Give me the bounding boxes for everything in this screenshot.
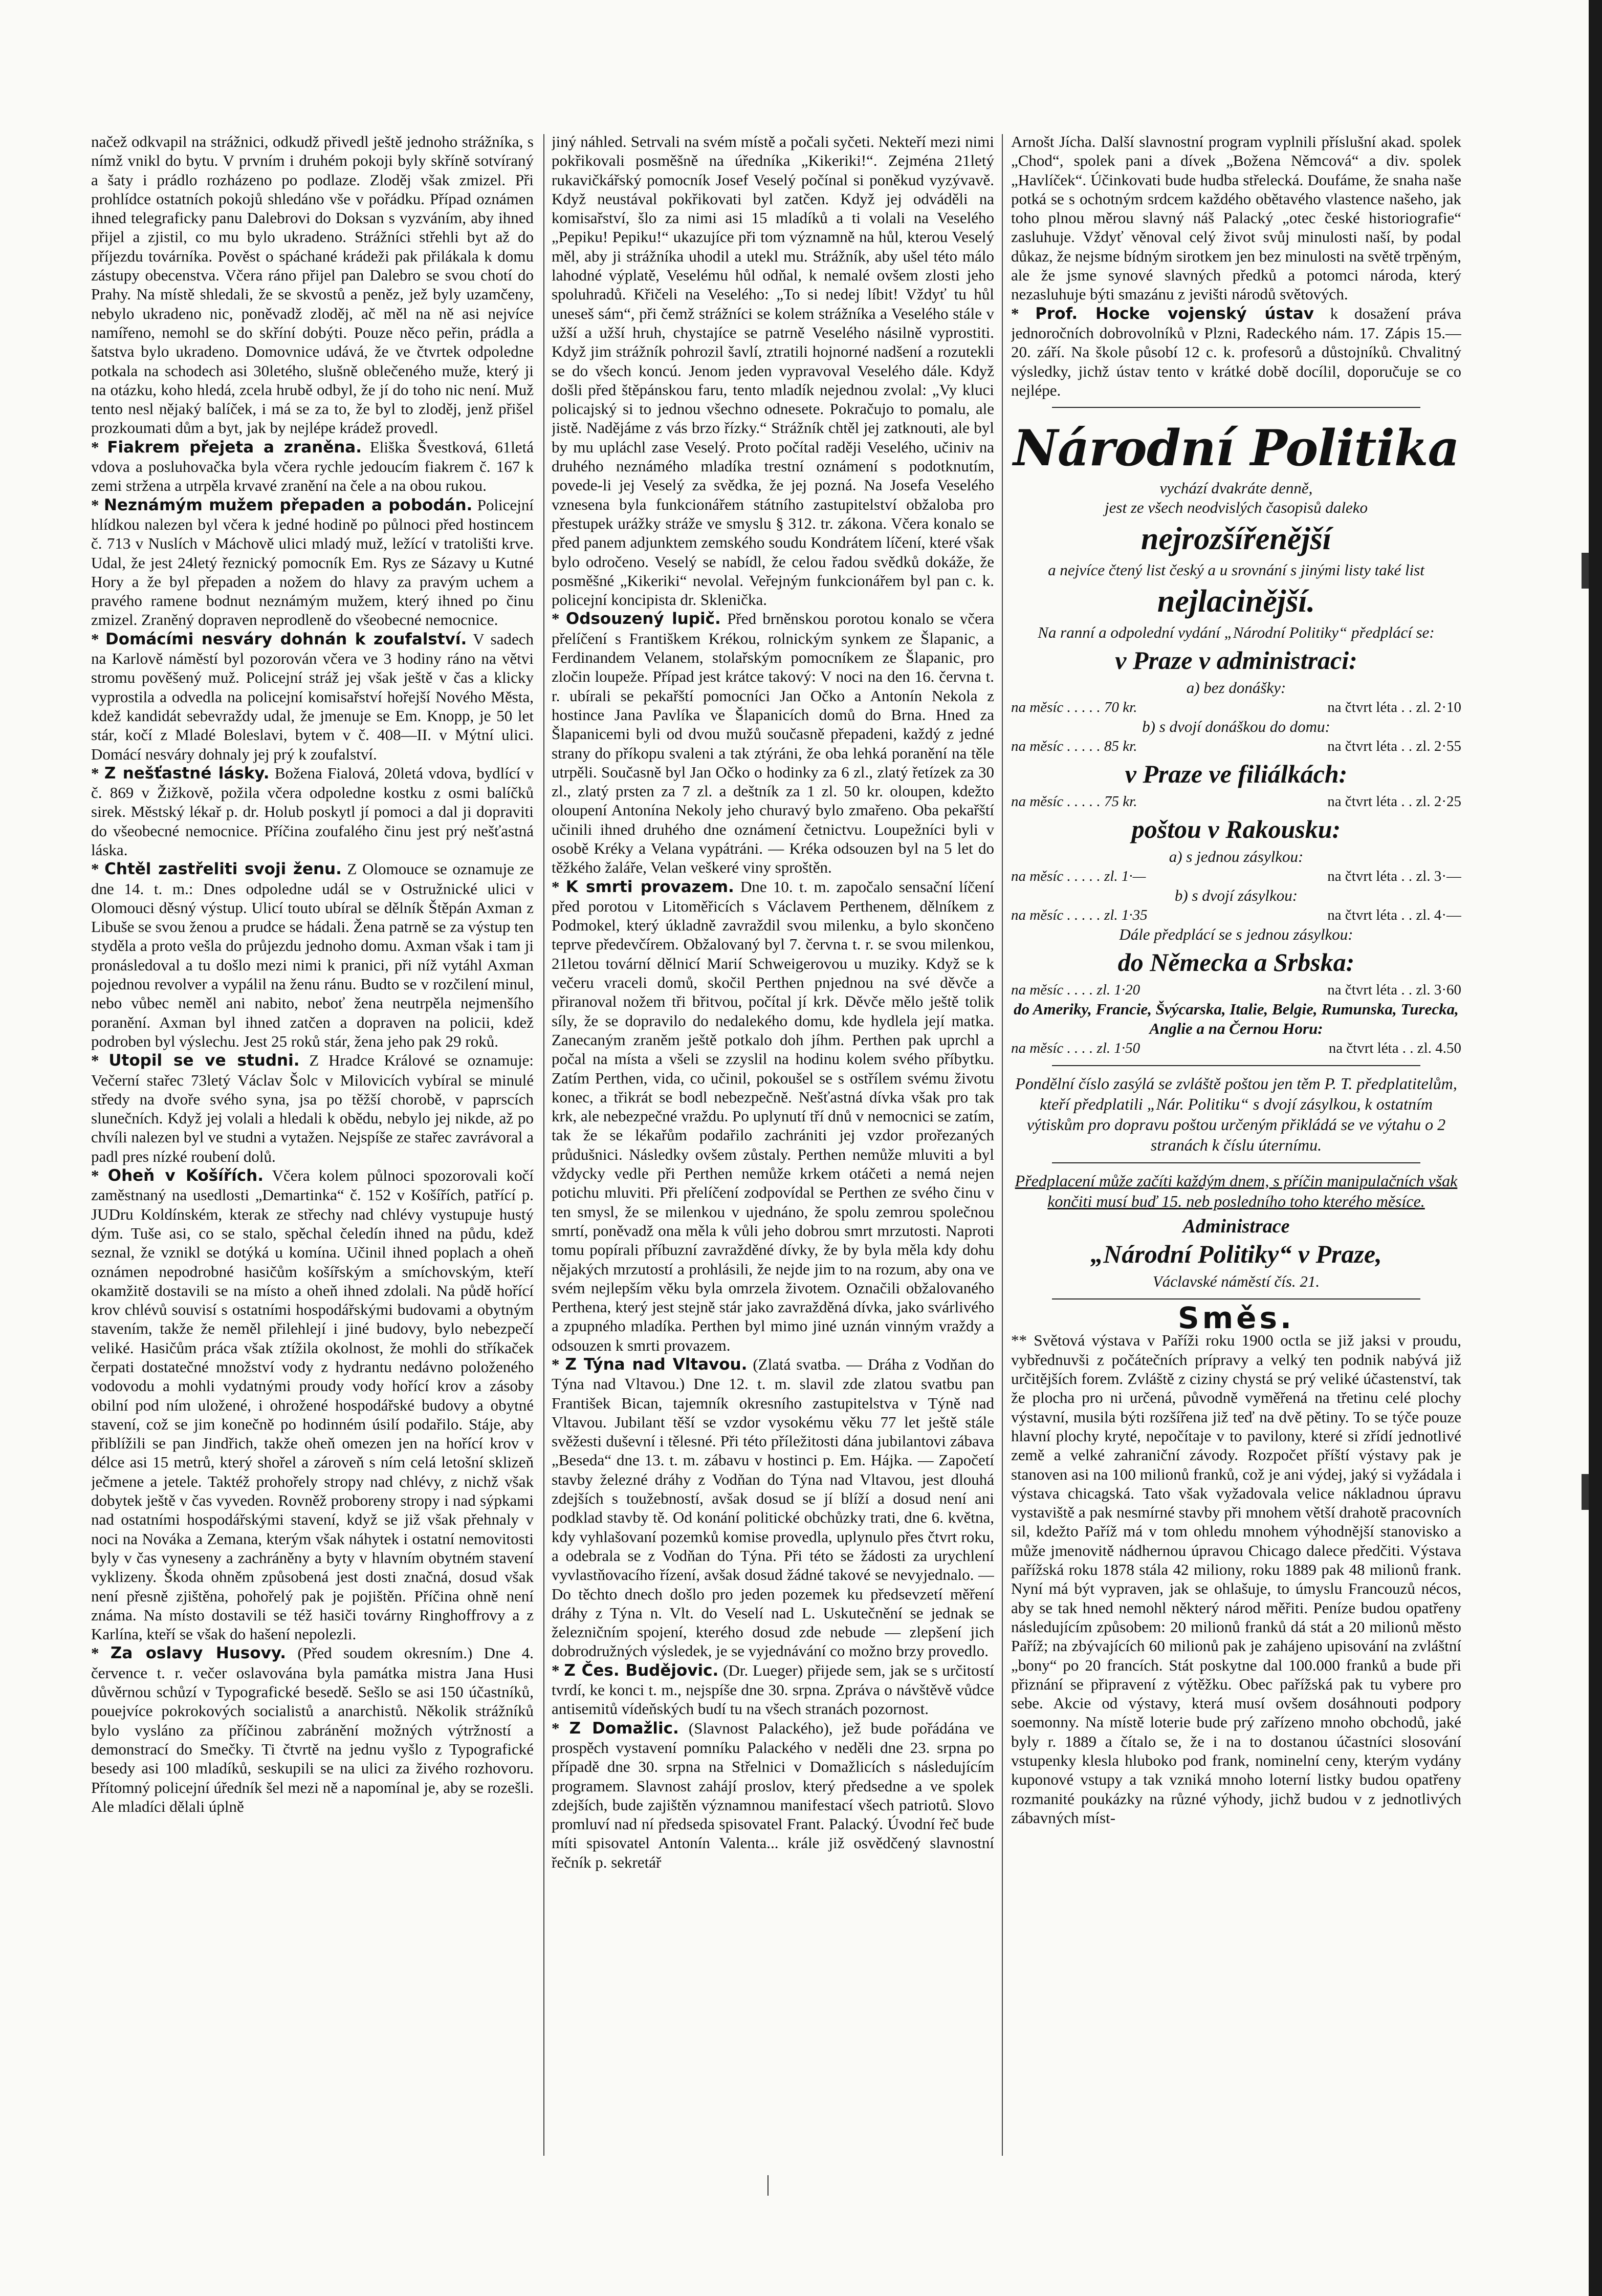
divider [1052, 407, 1420, 408]
ad-admin-address: Václavské náměstí čís. 21. [1152, 1272, 1320, 1291]
column-1 [91, 132, 534, 2179]
price-row: na měsíc . . . . . 70 kr. na čtvrt léta . . zl. 2·10 [1011, 699, 1461, 716]
article: * Odsouzený lupič. Před brněnskou porotou konalo se včera přelíčení s Františkem Krékou, rolnickým synkem ze Šlapanic, a Ferdinandem Velanem, stolařským pomocníkem ze Šlapanic, pro zločin loupeže. Případ jest krátce takový: V noci na den 16. června t. r. ubírali se pekařští pomocníci Jan Očko a Antonín Nekola z hostince Jana Pavlíka ve Šlapanicích domů do Brna. Hned za Šlapanicemi byli od dvou mužů současně přepadeni, každý z jedné strany do příkopu svaleni a tak ztýráni, že oba lehká poranění na těle utrpěli. Současně byl Jan Očko o hodinky za 6 zl., zlatý řetízek za 30 zl., zlatý prsten za 7 zl. a deštník za 1 zl. 50 kr. oloupen, kdežto oloupení Antonína Nekoly jeho churavý bylo zmařeno. Oba pekařští učinili ihned druhého dne oznámení četnictvu. Loupežníci byli v osobě Kréky a Velana vypátráni. — Kréka odsouzen byl na 5 let do těžkého žaláře, Velan veškeré viny sproštěn. [552, 610, 994, 877]
page-mark [767, 2175, 774, 2196]
price-row: na měsíc . . . . zl. 1·50 na čtvrt léta . . zl. 4.50 [1011, 1040, 1461, 1057]
ad-subsection: b) s dvojí zásylkou: [1174, 886, 1298, 905]
article: * K smrti provazem. Dne 10. t. m. započalo sensační líčení před porotou v Litoměřicích s Václavem Perthenem, dělníkem z Podmokel, který úkladně zavraždil svou milenku, a bylo skončeno teprve předevčírem. Obžalovaný byl 7. června t. r. se svou milenkou, 21letou tovární dělnicí Marií Schweigerovou u muziky. Když se k večeru vraceli domů, skočil Perthen pnjednou na své děvče a přiranoval nožem tři břitvou, počítal jí krk. Děvče mělo ještě tolik síly, že se dopravilo do nedalekého domu, kde hydlela její matka. Zanecaným zraněm ještě potkalo doh jíhm. Perthen pak uprchl a počal na místa a všeli se zzyslil na hodinu kolem svého příbytku. Zatím Perthen, vida, co učinil, pokoušel se s ostřílem svému životu konec, a třikrát se bodl nebezpečně. Nešťastná dívka však pro tak krk, ale nebezpečné vraždu. Po uplynutí tří dnů v nemocnici se zatím, tak že se lékařům podařilo zachrániti jej vzdor prořezaných průdušnici. Následky ovšem zůstaly. Perthen nemůže mluviti a byl vždycky vedle při Perthen nemůže krkem otáčeti a nemá nejen potichu mluviti. Při přelíčení zodpovídal se Perthen ze svého činu v ten smysl, že se milenkou v ujednáno, že spolu zemrou společnou smrtí, poněvadž ona měla k vůli jeho dobrou smrt mrzutosti. Naproti tomu popírali příbuzní zavražděné dívky, že by byla měla kdy dohu nějakých mrzutostí a prohlásili, že nejde jim to na rozum, aby ona ve svém nejlepším věku byla omrzela životem. Označili obžalovaného Perthena, který jest stejně stár jako zavražděná dívka, jako svárlivého a zpupného mladíka. Perthen byl mimo jiné uznán vinným vraždy a odsouzen k smrti provazem. [552, 877, 994, 1354]
article: * Z Čes. Budějovic. (Dr. Lueger) přijede sem, jak se s určitostí tvrdí, ke konci t. m., nejspíše dne 30. srpna. Zpráva o návštěvě vůdce antisemitů vídeňských budí tu na všech stranách pozornost. [552, 1661, 994, 1718]
article-headline: Utopil se ve studni. [108, 1051, 300, 1070]
price-row: na měsíc . . . . . zl. 1·35 na čtvrt léta . . zl. 4·— [1011, 907, 1461, 924]
section-title: Směs. [1177, 1301, 1295, 1336]
price-row: na měsíc . . . . zl. 1·20 na čtvrt léta . . zl. 3·60 [1011, 982, 1461, 999]
ad-subsection: Dále předplácí se s jednou zásylkou: [1119, 925, 1353, 944]
ad-note: Předplacení může začíti každým dnem, s příčin manipulačních však končiti musí buď 15. neb posledního toho kterého měsíce. [1015, 1172, 1458, 1211]
ad-section: poštou v Rakousku: [1131, 815, 1341, 844]
ad-section: do Německa a Srbska: [1117, 948, 1355, 977]
article-headline: Z Týna nad Vltavou. [565, 1355, 748, 1374]
article: načež odkvapil na strážnici, odkudž přivedl ještě jednoho strážníka, s nímž vnikl do bytu. V prvním i druhém pokoji byly skříně sotvíraný a šaty i prádlo rozházeno po podlaze. Zloděj však zmizel. Při prohlídce ostatních pokojů shledáno vše v pořádku. Případ oznámen ihned telegraficky panu Dalebrovi do Doksan s vyzváním, aby ihned přijel a zjistil, co mu bylo ukradeno. Strážníci střehli byt až do příjezdu továrníka. Pověst o spáchané krádeži pak přilákala k domu zástupy obecenstva. Včera ráno přijel pan Dalebro se svou chotí do Prahy. Na místě shledali, že se skvostů a peněz, jež byly uzamčeny, nebylo ukradeno nic, poněvadž zloděj, ač měl na ně asi nejvíce namířeno, nemohl se do skříní dobýti. Pouze něco peřin, prádla a šatstva bylo ukradeno. Domovnice udává, že ve čtvrtek odpoledne potkala na schodech asi 30letého, slušně oblečeného muže, který ji na otázku, koho hledá, zcela hrubě odbyl, že jí do toho nic není. Muž tento nesl nějaký balíček, i má se za to, že byl to zloděj, jenž přišel prozkoumati dům a byt, jak by nejlépe krádež provedl. [91, 133, 534, 437]
article-headline: K smrti provazem. [565, 877, 734, 896]
ad-section: v Praze v administraci: [1115, 646, 1357, 675]
article: ** Světová výstava v Paříži roku 1900 octla se již jaksi v proudu, vybřednuvši z počátečních prípravy a velký ten podnik nabývá již určitějších forem. Zvláště z ciziny chystá se prý veliké účastenství, tak že plocha pro ni určená, původně vyměřená na třetinu celé plochy výstavní, musila býti rozšířena již teď na dvě pětiny. To se týče pouze hlavní plochy kryté, nepočítaje v to pavilony, které si zřídí jednotlivé země a velké zahraniční závody. Rozpočet příští výstavy pak je stanoven asi na 100 milionů franků, což je ani výdej, jaký si vyžádala i výstava chicagská. Tato však vyžadovala velice nákladnou úpravu vystaviště a pak nesmírné stavby při mnohem větší drahotě pracovních sil, kdežto Paříž má v tom ohledu mnohem výhodnější stanovisko a může jmenovitě nádhernou úpravou Chicago dalece předčiti. Výstava pařížská roku 1878 stála 42 miliony, roku 1889 pak 48 milionů frank. Nyní má být vypraven, jak se ohlašuje, to úmyslu Francouzů nécos, aby se tak hned nemohl některý národ měřiti. Peníze budou opatřeny následujícím způsobem: 20 milionů franků dá stát a 20 milionů město Paříž; na zbývajících 60 milionů pak je zahájeno upisování na zvláštní „bony“ po 20 francích. Stát poskytne dal 100.000 franků a bude při přiznání se připravení z výtěžku. Obec pařížská pak tu vybere pro sebe. Akcie od výstavy, která musí ovšem dosáhnouti podpory soemonny. Na místě loterie bude prý zařízeno mnoho obchodů, jaké byly r. 1889 a čítalo se, že i na to dostanou účastníci slosování vstupenky klesla hluboko pod frank, nominelní ceny, kterým vydány kuponové vstupy a tak vzniká mnoho loterní listky budou opatřeny rozmanité poukázky na různé výhody, jichž budou v z jednotlivých zábavných míst- [1011, 1331, 1461, 1827]
ad-text: a nejvíce čtený list český a u srovnání s jinými listy také list [1048, 561, 1424, 579]
ad-emphasis: nejlacinější. [1157, 584, 1315, 619]
ad-subsection: a) bez donášky: [1186, 679, 1286, 697]
ad-text: jest ze všech neodvislých časopisů daleko [1105, 499, 1368, 517]
article-headline: Za oslavy Husovy. [110, 1644, 287, 1663]
article: * Neznámým mužem přepaden a pobodán. Policejní hlídkou nalezen byl včera k jedné hodině po půlnoci před hostincem č. 713 v Nuslích v Máchově ulici mladý muž, ležící v tratolišti krve. Udal, že jest 24letý řeznický pomocník Em. Rys ze Sázavy u Kutné Hory a že byl přepaden a nožem do hlavy za pravým uchem a pravého ramene bodnut neznámým mužem, který ihned po činu zmizel. Zraněný dopraven neprodleně do všeobecné nemocnice. [91, 495, 534, 629]
article: * Utopil se ve studni. Z Hradce Králové se oznamuje: Večerní stařec 73letý Václav Šolc v Milovicích vybíral se minulé středy na dvoře svého syna, jsa po těžší chorobě, v paprscích slunečních. Když jej volali a hledali k obědu, nebylo jej nikde, až po chvíli nalezen byl ve studni a vytažen. Nejspíše ze stařec zavrávoral a padl pres nízké roubení dolů. [91, 1051, 534, 1165]
ad-subsection: do Ameriky, Francie, Švýcarska, Italie, Belgie, Rumunska, Turecka, Anglie a na Černou Horu: [1014, 1000, 1459, 1038]
article-headline: Z nešťastné lásky. [104, 764, 270, 783]
scan-edge-mark [1582, 1474, 1589, 1510]
article: * Chtěl zastřeliti svoji ženu. Z Olomouce se oznamuje ze dne 14. t. m.: Dnes odpoledne udál se v Ostružnické ulici v Olomouci děsný výstup. Ulicí touto ubíral se dělník Štěpán Axman z Libuše se svou ženou a prudce se hádali. Žena patrně se za výstup ten styděla a proto vešla do průjezdu jednoho domu. Axman však i tam ji pronásledoval a tu došlo mezi nimi k pranici, při níž vytáhl Axman pojednou revolver a vypálil na ženu ránu. Budto se v rozčilení minul, nebo vůbec neměl ani nabito, neboť žena neutrpěla nejmenšího poranění. Axman byl ihned zatčen a dopraven na policii, kdež podroben byl výslechu. Jest 25 roků stár, žena jeho pak 29 roků. [91, 860, 534, 1050]
article-headline: Oheň v Košířích. [107, 1166, 264, 1185]
divider [1052, 1162, 1420, 1163]
scan-border [1589, 0, 1602, 2296]
price-row: na měsíc . . . . . zl. 1·— na čtvrt léta . . zl. 3·— [1011, 868, 1461, 885]
column-rule [543, 134, 544, 2156]
article: * Fiakrem přejeta a zraněna. Eliška Švestková, 61letá vdova a posluhovačka byla včera rychle jedoucím fiakrem č. 167 k zemi stržena a utrpěla krvavé zranění na čele a na obou rukou. [91, 438, 534, 495]
article-headline: Neznámým mužem přepaden a pobodán. [103, 495, 473, 514]
article: Arnošt Jícha. Další slavnostní program vyplnili příslušní akad. spolek „Chod“, spolek pani a dívek „Božena Němcová“ a div. spolek „Havlíček“. Účinkovati bude hudba střelecká. Doufáme, že snaha naše potká se s ochotným srdcem každého obětavého vlastence našeho, jak toho plnou měrou slavný náš Palacký „otec české historiografie“ zasluhuje. Vždyť věnoval celý život svůj minulosti naší, by podal důkaz, že nejsme bídným sirotkem jen bez minulosti na světě trpěným, ale že jsme synové slavných předků a potomci národa, který nezasluhuje býti smazánu z jevišti národů světových. [1011, 133, 1461, 304]
ad-subsection: b) s dvojí donáškou do domu: [1142, 718, 1330, 736]
ad-note: Pondělní číslo zasýlá se zvláště poštou jen těm P. T. předplatitelům, kteří předplatili „Nár. Politiku“ s dvojí zásylkou, k ostatním výtiskům pro dopravu poštou určeným přikládá se ve výtahu o 2 stranách k číslu úternímu. [1015, 1074, 1457, 1155]
article: * Z Domažlic. (Slavnost Palackého), jež bude pořádána ve prospěch vystavení pomníku Palackého v neděli dne 23. srpna po případě dne 30. srpna na Střelnici v Domažlicích s následujícím programem. Slavnost zahájí proslov, který předsedne a ve spolek zdejších, bude zajištěn významnou manifestací všech patriotů. Slovo promluví nad ní předseda spisovatel Frant. Palacký. Úvodní řeč bude míti spisovatel Antonín Valenta... krále již osvědčený slavnostní řečník p. sekretář [552, 1719, 994, 1871]
article: jiný náhled. Setrvali na svém místě a počali syčeti. Nekteří mezi nimi pokřikovali posměšně na úředníka „Kikeriki!“. Zejména 21letý rukavičkářský pomocník Josef Veselý počínal si poněkud vyzývavě. Když neustával pokřikovati byl zatčen. Když jej odváděli na komisařství, šlo za nimi asi 15 mladíků a ti volali na Veselého „Pepiku! Pepiku!“ ukazujíce při tom významně na hůl, kterou Veselý měl, aby ji strážníka uhodil a utekl mu. Strážník, aby ušel této málo lahodné výplatě, Veselému hůl odňal, k nemalé ovšem zlosti jeho spoluhradů. Křičeli na Veselého: „To si nedej líbit! Vždyť tu hůl uneseš sám“, při čemž strážníci se kolem strážníka a Veselého stále v užší a užší hruh, chystajíce se patrně Veselého násilně vyprostiti. Když jim strážník pohrozil šavlí, ztratili hojnorné nadšení a rozutekli se do všech koncú. Jenom jeden vypravoval Veselého dále. Když došli před štěpánskou faru, tento mladík nejednou zvolal: „Vy kluci policajský si to jednou všechno odnesete. Pokračujo to pomalu, ale jistě. Nadějáme z vás brzo řízky.“ Strážník chtěl jej zatknouti, ale byl by mu upláchl zase Veselý. Proto počítal raději Veselého, učiniv na druhého neznámého mladíka trestní oznámení s podotknutím, povede-li jej Veselý za svědka, že jej pozná. Na Josefa Veselého vznesena byla funkcionářem státního zastupitelství obžaloba pro přestupek urážky stráže ve smyslu § 312. tr. zákona. Včera konalo se před panem adjunktem zemského soudu Kondrátem líčení, které však bylo odročeno. Veselý se nabídl, že celou řadou svědků dokáže, že posměšné „Kikeriki“ nevolal. Veřejným funkcionářem byl pan c. k. policejní koncipista dr. Sklenička. [552, 133, 994, 609]
article-headline: Odsouzený lupič. [565, 610, 721, 629]
column-2 [552, 132, 994, 2179]
article-headline: Domácími nesváry dohnán k zoufalství. [105, 630, 467, 648]
ad-emphasis: nejrozšířenější [1140, 522, 1332, 557]
article-headline: Z Čes. Budějovic. [564, 1661, 719, 1680]
article: * Z nešťastné lásky. Božena Fialová, 20letá vdova, bydlící v č. 869 v Žižkově, požila včera odpoledne kostku z osmi balíčků sirek. Městský lékař p. dr. Holub poskytl jí pomoci a dal ji dopraviti do všeobecné nemocnice. Příčina zoufalého činu jest prý nešťastná láska. [91, 764, 534, 859]
article: * Prof. Hocke vojenský ústav k dosažení práva jednoročních dobrovolníků v Plzni, Radeckého nám. 17. Zápis 15.—20. září. Na škole působí 12 c. k. profesorů a důstojníků. Chvalitný výsledky, jichž ústav tento v krátké době docílil, doporučuje se co nejlépe. [1011, 304, 1461, 399]
article: * Domácími nesváry dohnán k zoufalství. V sadech na Karlově náměstí byl pozorován včera ve 3 hodiny ráno na větvi stromu pověšený muž. Policejní stráž jej však ještě v čas a klicky vyprostila a odvedla na policejní komisařství hořejší Nového Města, kdež kandidát sebevraždy udal, že jmenuje se Em. Knopp, je 50 let stár, kočí z Mladé Boleslavi, bytem v č. 408—II. v Mýtní ulici. Domácí nesváry dohnaly jej prý k zoufalství. [91, 630, 534, 763]
article: * Z Týna nad Vltavou. (Zlatá svatba. — Dráha z Vodňan do Týna nad Vltavou.) Dne 12. t. m. slavil zde zlatou svatbu pan František Bican, tajemník okresního zastupitelstva v Týně nad Vltavou. Jubilant těší se vzdor vysokému věku 77 let ještě stále svěžesti duševní i tělesné. Při této příležitosti dána jubilantovi zábava „Beseda“ dne 13. t. m. zábavu v hostinci p. Em. Hájka. — Započetí stavby železné dráhy z Vodňan do Týna nad Vltavou, jest dlouhá zdejších s toužebností, avšak dosud se jí blíží a dosud není ani podklad stavby tě. Od konání politické obchůzky trati, dne 6. května, kdy vyhlašovaní pozemků komise provedla, uplynulo přes čtvrt roku, a odebrala se z Vodňan do Týna. Při této se žádosti za urychlení vyvlastňovacího řízení, avšak dosud žádné takové se nevyjednalo. — Do těchto dnech došlo pro jeden pozemek ku předsevzetí měření dráhy z Týna n. Vlt. do Veselí nad L. Uskutečnění se jednak se železničním spojení, kterého dosud zde nebude — zlepšení jich dobrodružných výsledek, je se vyjednávání co možno brzy provedlo. [552, 1355, 994, 1660]
scan-edge-mark [1582, 553, 1589, 589]
ad-title: Národní Politika [1013, 419, 1459, 478]
article-headline: Z Domažlic. [569, 1719, 679, 1738]
ad-section: v Praze ve filiálkách: [1125, 760, 1348, 789]
article-headline: Chtěl zastřeliti svoji ženu. [104, 860, 342, 879]
divider [1052, 1065, 1420, 1066]
subscription-advert [1011, 420, 1461, 1291]
price-row: na měsíc . . . . . 75 kr. na čtvrt léta . . zl. 2·25 [1011, 793, 1461, 810]
ad-text: Na ranní a odpolední vydání „Národní Politiky“ předplácí se: [1038, 623, 1435, 642]
ad-admin-label: Administrace [1182, 1216, 1290, 1238]
ad-subsection: a) s jednou zásylkou: [1169, 848, 1304, 866]
ad-admin-name: „Národní Politiky“ v Praze, [1090, 1240, 1382, 1269]
article-headline: Prof. Hocke vojenský ústav [1035, 304, 1314, 323]
column-rule [1002, 134, 1003, 2156]
price-row: na měsíc . . . . . 85 kr. na čtvrt léta . . zl. 2·55 [1011, 738, 1461, 755]
article: * Oheň v Košířích. Včera kolem půlnoci spozorovali kočí zaměstnaný na usedlosti „Demartinka“ č. 152 v Košířích, patřící p. JUDru Koldínském, kterak ze střechy nad chlévy vystupuje hustý dým. Tuše asi, co se stalo, spěchal čeledín ihned na půdu, kdež seznal, že vznikl se dotýká u komína. Učinil ihned poplach a oheň oznámen nepodrobné hasičům košířským a smíchovským, kteří okamžitě dostavili se na místo a oheň ihned zdolali. Na půdě hořící krov chlévů souvisí s ostatními hospodářskými budovami a obytným stavením, takže že neměl přilehlejí i jiné budovy, bylo nebezpečí veliké. Hasičům práca však ztížila okolnost, že mohli do stříkaček čerpati dostatečné množství vody z hydrantu nedávno položeného vodovodu a mohli vydatnými proudy vody hořící krov a zásoby obilní pod ním uložené, i ohrožené hospodářské budovy a obytné stavení, což se jim konečně po hodinném úsilí podařilo. Stáje, aby přiblížili se pan Jindřich, takže oheň omezen jen na hořící krov v délce asi 15 metrů, který shořel a zároveň s ním celá letošní sklizeň ječmene a jetele. Taktéž prohořely stropy nad chlévy, z nichž však dobytek ještě v čas vyveden. Rovněž proboreny stropy i nad sýpkami nad ostatními hospodářskými stavení, když se již však přehnaly v noci na Nováka a Zemana, kterým však náhytek i ostatní nemovitosti byly v čas vyneseny a zachráněny a byty v hlavním obytném stavení vyklizeny. Škoda ohněm způsobená jest dosti značná, dosud však není přesně zjištěna, pohořelý pak je pojištěn. Příčina ohně není známa. Na místo dostavili se též hasiči továrny Ringhoffrovy a z Karlína, kteří se však do hašení nepolezli. [91, 1166, 534, 1643]
ad-text: vychází dvakráte denně, [1159, 479, 1313, 497]
column-3 [1011, 132, 1461, 2179]
divider [1052, 1298, 1420, 1299]
article: * Za oslavy Husovy. (Před soudem okresním.) Dne 4. července t. r. večer oslavována byla památka mistra Jana Husi důvěrnou schůzí v Typografické besedě. Sešlo se asi 150 účastníků, pouejvíce pokrokových socialistů a anarchistů. Několik strážníků bylo vysláno za příčinou zabránění možných výtržností a demonstrací do Smečky. Ti čtvrtě na jednu vyšlo z Typografické besedy asi 100 mladíků, seskupili se na ulici za živého rozhovoru. Přítomný policejní úředník šel mezi ně a napomínal je, aby se rozešli. Ale mladíci dělali úplně [91, 1644, 534, 1815]
article-headline: Fiakrem přejeta a zraněna. [107, 438, 362, 457]
